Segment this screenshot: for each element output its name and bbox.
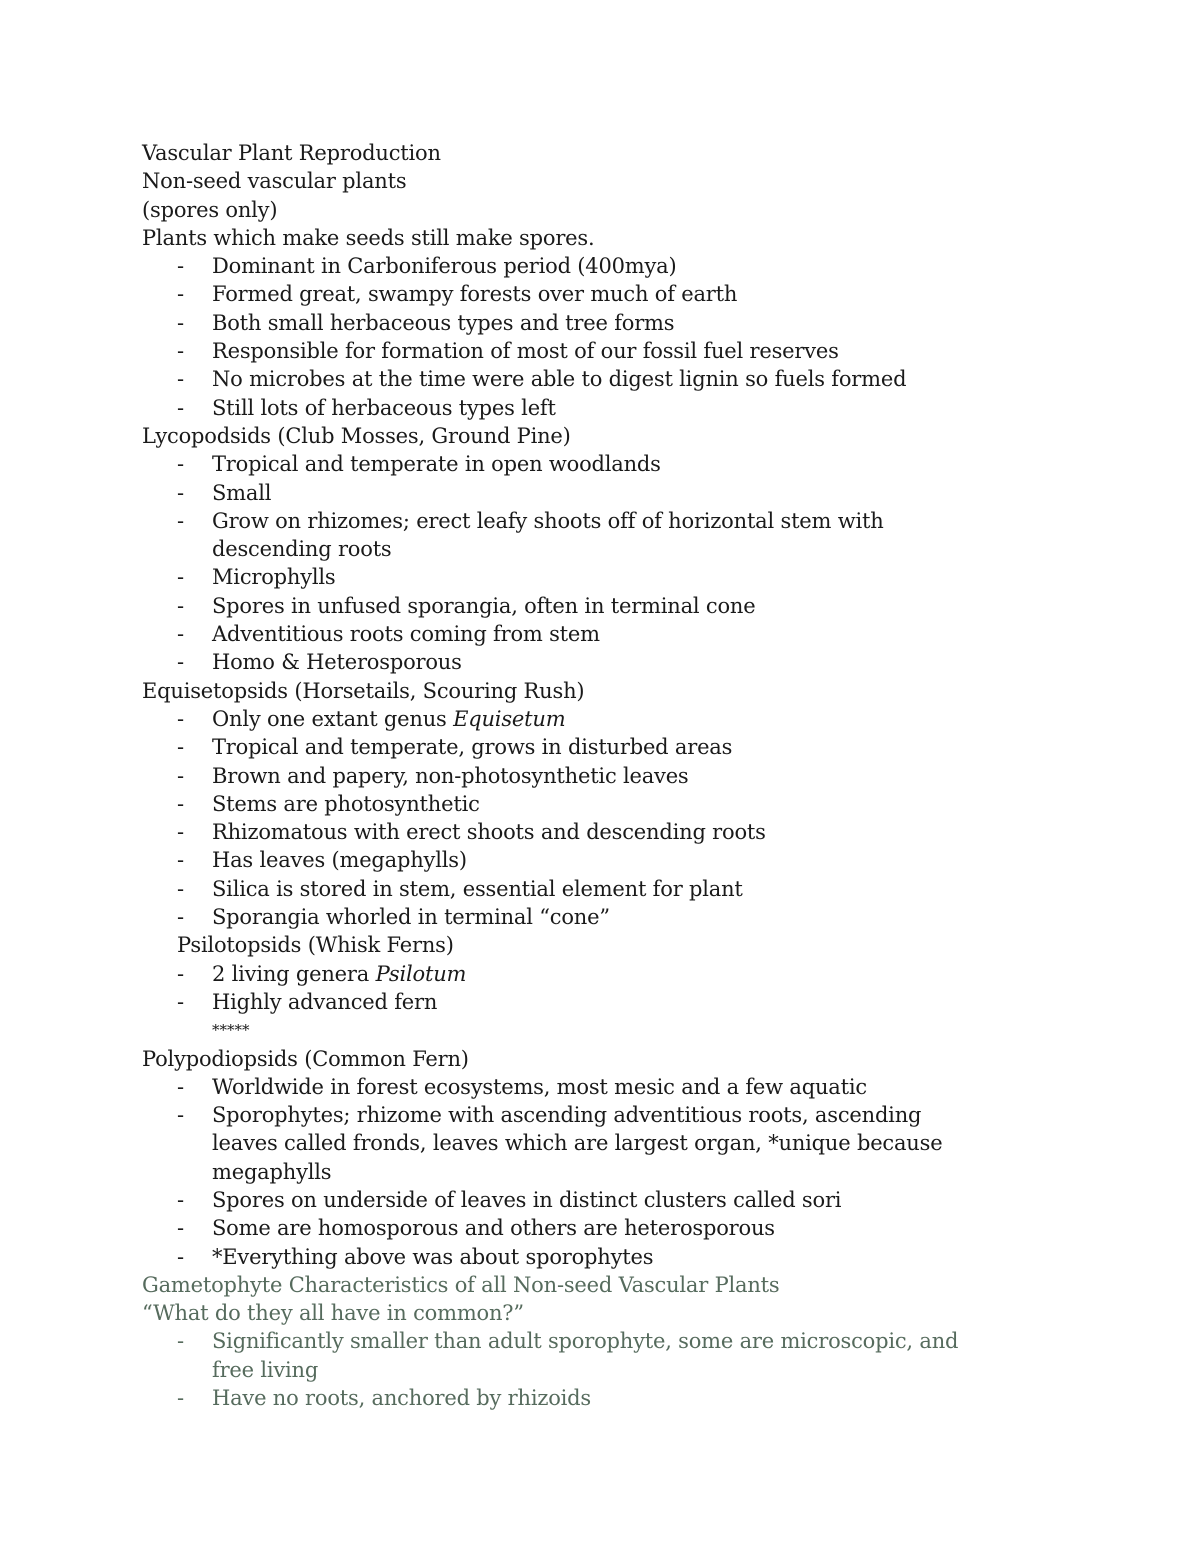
list-item	[142, 1073, 1062, 1101]
list-item-text: Tropical and temperate, grows in disturbed areas	[212, 735, 733, 760]
section-heading-polypodiopsids: Polypodiopsids (Common Fern)	[142, 1046, 469, 1071]
list-item	[142, 875, 1062, 903]
list-item-text-plain: Only one extant genus	[212, 706, 454, 731]
list-item-continuation: leaves called fronds, leaves which are largest organ, *unique because	[212, 1131, 943, 1156]
bullet-dash: -	[177, 706, 184, 731]
bullet-dash: -	[177, 452, 184, 477]
section-heading-lycopodsids: Lycopodsids (Club Mosses, Ground Pine)	[142, 423, 571, 448]
list-item	[142, 1186, 1062, 1214]
list-item-text: No microbes at the time were able to digest lignin so fuels formed	[212, 367, 907, 392]
bullet-dash: -	[177, 848, 184, 873]
bullet-dash: -	[177, 820, 184, 845]
doc-title: Vascular Plant Reproduction	[142, 141, 441, 165]
list-item-text: Worldwide in forest ecosystems, most mesic and a few aquatic	[212, 1074, 867, 1099]
list-item-text: Significantly smaller than adult sporophyte, some are microscopic, and	[212, 1329, 959, 1354]
list-item	[142, 903, 1062, 931]
bullet-dash: -	[177, 1329, 184, 1354]
list-item	[142, 1214, 1062, 1242]
document-body	[142, 139, 1062, 1412]
list-item	[142, 790, 1062, 818]
list-item-text: *Everything above was about sporophytes	[212, 1244, 654, 1269]
bullet-dash: -	[177, 1074, 184, 1099]
list-item-text: Adventitious roots coming from stem	[212, 622, 600, 647]
doc-subtitle: Non-seed vascular plants	[142, 169, 407, 194]
bullet-dash: -	[177, 282, 184, 307]
bullet-dash: -	[177, 395, 184, 420]
list-item	[142, 705, 1062, 733]
bullet-dash: -	[177, 1386, 184, 1411]
list-item	[142, 592, 1062, 620]
section-heading-psilotopsids: Psilotopsids (Whisk Ferns)	[177, 933, 454, 958]
separator-stars: *****	[212, 1021, 250, 1040]
list-item-text: Sporophytes; rhizome with ascending adventitious roots, ascending	[212, 1103, 922, 1128]
list-item-text: Has leaves (megaphylls)	[212, 848, 467, 873]
bullet-dash: -	[177, 1187, 184, 1212]
list-item-text: Microphylls	[212, 565, 336, 590]
bullet-dash: -	[177, 1103, 184, 1128]
list-item-text: Some are homosporous and others are heterosporous	[212, 1216, 775, 1241]
list-item-text: Still lots of herbaceous types left	[212, 395, 556, 420]
list-item	[142, 1101, 1062, 1129]
bullet-dash: -	[177, 961, 184, 986]
list-item-text: Stems are photosynthetic	[212, 791, 480, 816]
bullet-dash: -	[177, 310, 184, 335]
list-item-continuation: megaphylls	[212, 1159, 332, 1184]
list-item	[142, 988, 1062, 1016]
list-item	[142, 1384, 1062, 1412]
bullet-dash: -	[177, 1244, 184, 1269]
list-item	[142, 846, 1062, 874]
doc-subtitle-note: (spores only)	[142, 197, 278, 222]
list-item-text: Sporangia whorled in terminal “cone”	[212, 905, 610, 930]
list-item-text: Both small herbaceous types and tree forms	[212, 310, 675, 335]
list-item	[142, 507, 1062, 535]
list-item	[142, 563, 1062, 591]
bullet-dash: -	[177, 593, 184, 618]
bullet-dash: -	[177, 367, 184, 392]
doc-intro: Plants which make seeds still make spores.	[142, 225, 595, 250]
bullet-dash: -	[177, 480, 184, 505]
bullet-dash: -	[177, 735, 184, 760]
bullet-dash: -	[177, 565, 184, 590]
list-item	[142, 960, 1062, 988]
list-item-text: Dominant in Carboniferous period (400mya)	[212, 254, 677, 279]
list-item-text: Formed great, swampy forests over much of earth	[212, 282, 738, 307]
section-question: “What do they all have in common?”	[142, 1301, 524, 1326]
list-item	[142, 337, 1062, 365]
list-item-text: Spores on underside of leaves in distinct clusters called sori	[212, 1187, 842, 1212]
list-item	[142, 1327, 1062, 1355]
section-heading-equisetopsids: Equisetopsids (Horsetails, Scouring Rush)	[142, 678, 585, 703]
list-item-text: Responsible for formation of most of our fossil fuel reserves	[212, 339, 839, 364]
list-item	[142, 280, 1062, 308]
list-item-text: Brown and papery, non-photosynthetic leaves	[212, 763, 689, 788]
bullet-dash: -	[177, 1216, 184, 1241]
list-item	[142, 620, 1062, 648]
list-item	[142, 309, 1062, 337]
bullet-dash: -	[177, 905, 184, 930]
list-item-text: Spores in unfused sporangia, often in terminal cone	[212, 593, 756, 618]
bullet-dash: -	[177, 876, 184, 901]
list-item-text: Tropical and temperate in open woodlands	[212, 452, 661, 477]
genus-name: Equisetum	[453, 706, 566, 731]
list-item-text: Have no roots, anchored by rhizoids	[212, 1386, 591, 1411]
bullet-dash: -	[177, 989, 184, 1014]
bullet-dash: -	[177, 508, 184, 533]
list-item	[142, 394, 1062, 422]
list-item	[142, 252, 1062, 280]
list-item	[142, 762, 1062, 790]
bullet-dash: -	[177, 622, 184, 647]
list-item-text: Silica is stored in stem, essential element for plant	[212, 876, 743, 901]
bullet-dash: -	[177, 791, 184, 816]
list-item-text-plain: 2 living genera	[212, 961, 376, 986]
list-item	[142, 450, 1062, 478]
list-item	[142, 365, 1062, 393]
list-item-continuation: descending roots	[212, 537, 392, 562]
list-item-text: Highly advanced fern	[212, 989, 438, 1014]
list-item	[142, 818, 1062, 846]
genus-name: Psilotum	[375, 961, 467, 986]
list-item	[142, 733, 1062, 761]
list-item-text	[212, 705, 1062, 733]
list-item	[142, 479, 1062, 507]
bullet-dash: -	[177, 254, 184, 279]
bullet-dash: -	[177, 339, 184, 364]
list-item-continuation: free living	[212, 1357, 319, 1382]
list-item-text	[212, 960, 1062, 988]
list-item-text: Homo & Heterosporous	[212, 650, 462, 675]
section-heading-gametophyte: Gametophyte Characteristics of all Non-seed Vascular Plants	[142, 1272, 780, 1297]
list-item-text: Rhizomatous with erect shoots and descending roots	[212, 820, 766, 845]
list-item	[142, 1243, 1062, 1271]
list-item-text: Small	[212, 480, 272, 505]
list-item	[142, 648, 1062, 676]
bullet-dash: -	[177, 650, 184, 675]
list-item-text: Grow on rhizomes; erect leafy shoots off of horizontal stem with	[212, 508, 884, 533]
bullet-dash: -	[177, 763, 184, 788]
